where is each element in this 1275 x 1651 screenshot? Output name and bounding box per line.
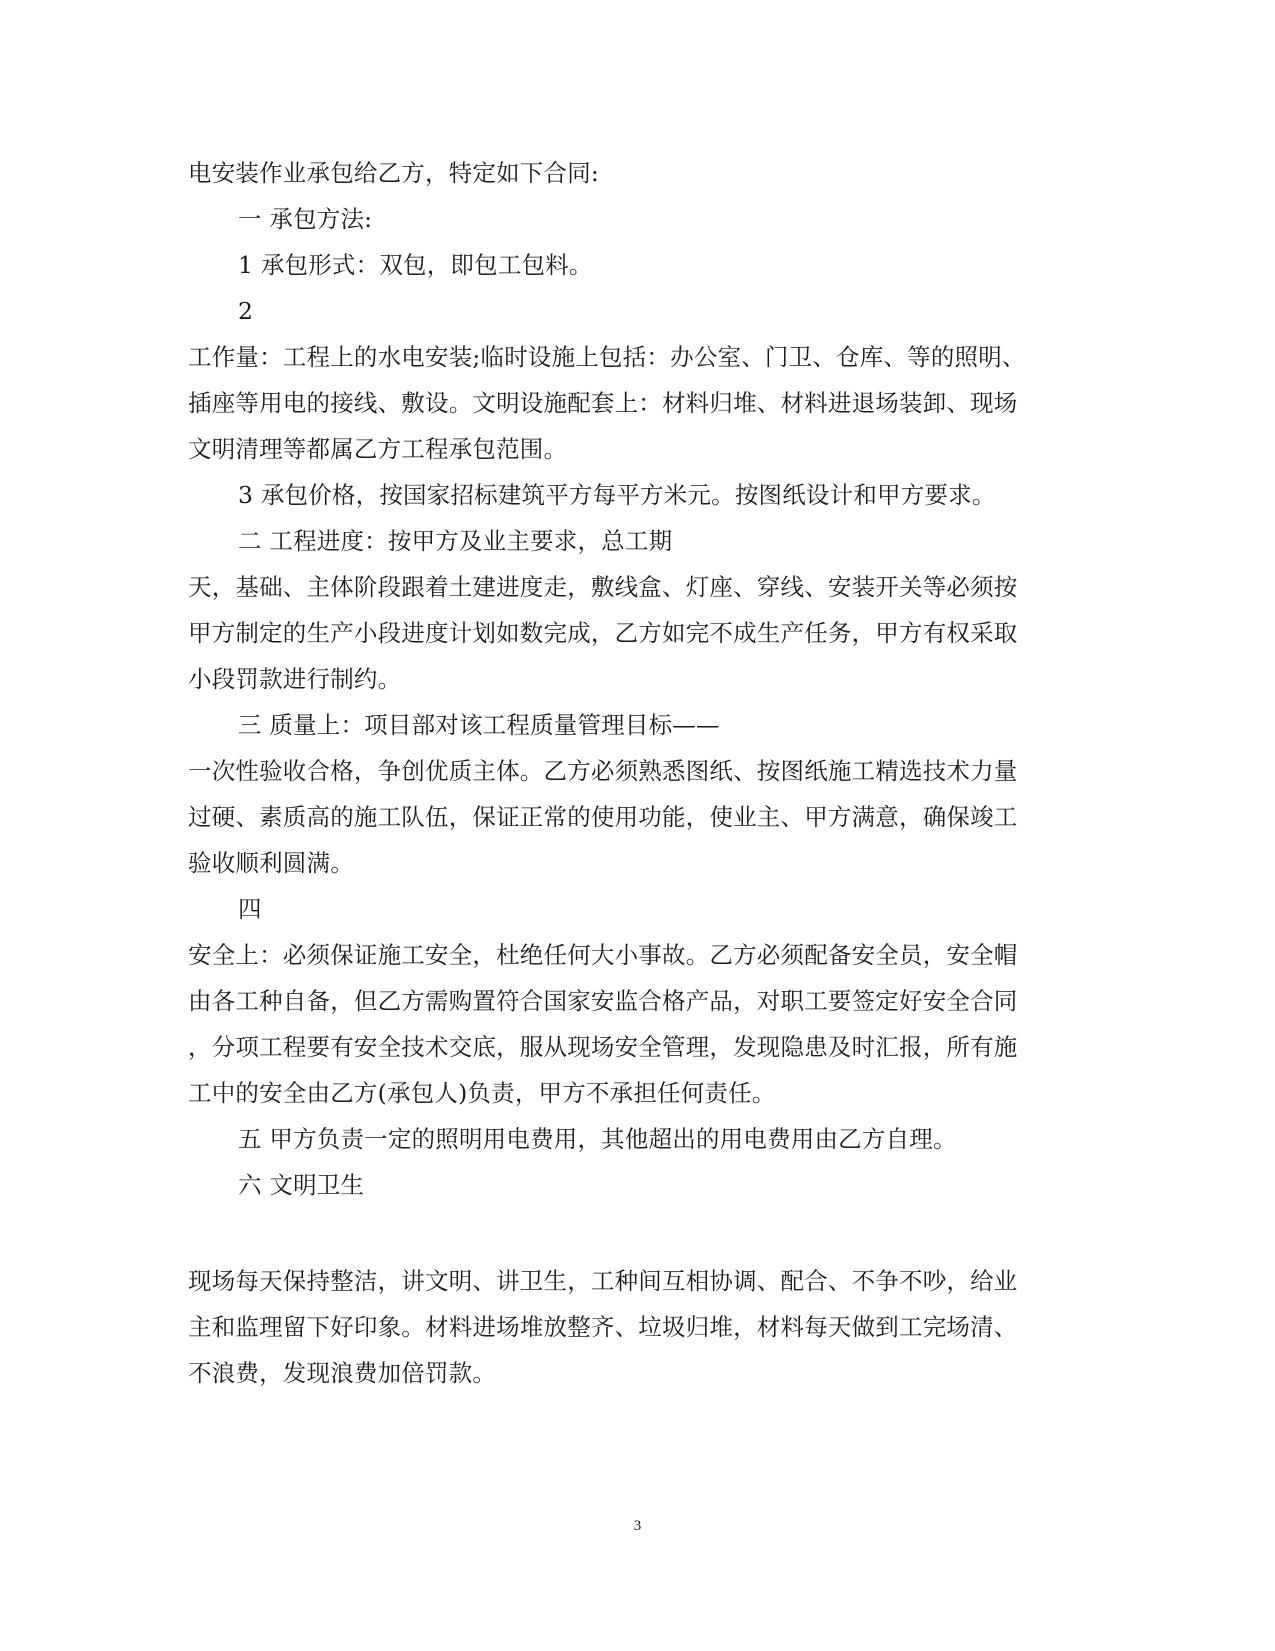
text-line: 不浪费，发现浪费加倍罚款。 — [188, 1359, 497, 1387]
section-heading: 三 质量上：项目部对该工程质量管理目标—— — [238, 711, 720, 739]
text-line: 3 承包价格，按国家招标建筑平方每平方米元。按图纸设计和甲方要求。 — [238, 481, 996, 509]
text-line: 过硬、素质高的施工队伍，保证正常的使用功能，使业主、甲方满意，确保竣工 — [188, 803, 1018, 831]
text-line: 验收顺利圆满。 — [188, 849, 354, 877]
section-heading: 一 承包方法: — [238, 205, 373, 233]
text-line: 现场每天保持整洁，讲文明、讲卫生，工种间互相协调、配合、不争不吵，给业 — [188, 1267, 1018, 1295]
text-line: ，分项工程要有安全技术交底，服从现场安全管理，发现隐患及时汇报，所有施 — [188, 1033, 1018, 1061]
text-line: 由各工种自备，但乙方需购置符合国家安监合格产品，对职工要签定好安全合同 — [188, 987, 1018, 1015]
section-heading: 五 甲方负责一定的照明用电费用，其他超出的用电费用由乙方自理。 — [238, 1125, 957, 1153]
section-heading: 四 — [238, 895, 262, 923]
text-line: 甲方制定的生产小段进度计划如数完成，乙方如完不成生产任务，甲方有权采取 — [188, 619, 1018, 647]
text-line: 天，基础、主体阶段跟着土建进度走，敷线盒、灯座、穿线、安装开关等必须按 — [188, 573, 1018, 601]
text-line: 1 承包形式：双包，即包工包料。 — [238, 251, 593, 279]
text-line: 插座等用电的接线、敷设。文明设施配套上：材料归堆、材料进退场装卸、现场 — [188, 389, 1018, 417]
text-line: 文明清理等都属乙方工程承包范围。 — [188, 435, 568, 463]
text-line: 一次性验收合格，争创优质主体。乙方必须熟悉图纸、按图纸施工精选技术力量 — [188, 757, 1018, 785]
section-heading: 六 文明卫生 — [238, 1171, 365, 1199]
text-line: 2 — [238, 297, 254, 325]
text-line: 安全上：必须保证施工安全，杜绝任何大小事故。乙方必须配备安全员，安全帽 — [188, 941, 1018, 969]
text-line: 工作量：工程上的水电安装;临时设施上包括：办公室、门卫、仓库、等的照明、 — [188, 343, 1026, 371]
text-line: 主和监理留下好印象。材料进场堆放整齐、垃圾归堆，材料每天做到工完场清、 — [188, 1313, 1018, 1341]
text-line: 电安装作业承包给乙方，特定如下合同: — [188, 159, 600, 187]
section-heading: 二 工程进度：按甲方及业主要求，总工期 — [238, 527, 673, 555]
page-number: 3 — [633, 1518, 642, 1534]
text-line: 小段罚款进行制约。 — [188, 665, 402, 693]
text-line: 工中的安全由乙方(承包人)负责，甲方不承担任何责任。 — [188, 1079, 776, 1107]
